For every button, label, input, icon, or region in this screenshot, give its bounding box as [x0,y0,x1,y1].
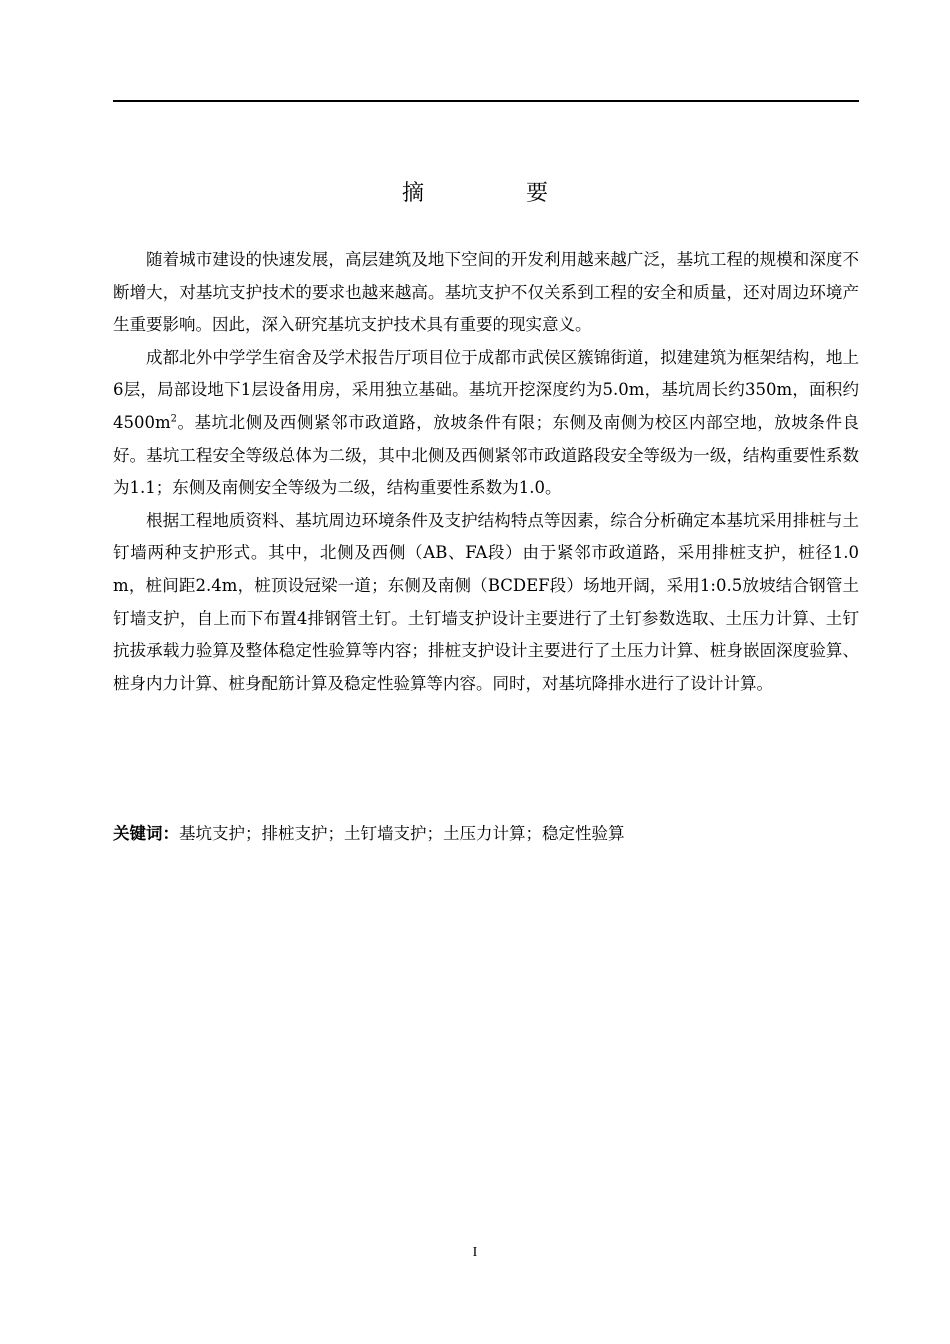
paragraph-2-text-after: 。基坑北侧及西侧紧邻市政道路，放坡条件有限；东侧及南侧为校区内部空地，放坡条件良好。基坑工程安全等级总体为二级，其中北侧及西侧紧邻市政道路段安全等级为一级，结构重要性系数为1.1；东侧及南侧安全等级为二级，结构重要性系数为1.0。 [113,412,859,498]
keywords-line [113,818,859,850]
abstract-paragraph-3: 根据工程地质资料、基坑周边环境条件及支护结构特点等因素，综合分析确定本基坑采用排桩与土钉墙两种支护形式。其中，北侧及西侧（AB、FA段）由于紧邻市政道路，采用排桩支护，桩径1.0m，桩间距2.4m，桩顶设冠梁一道；东侧及南侧（BCDEF段）场地开阔，采用1:0.5放坡结合钢管土钉墙支护，自上而下布置4排钢管土钉。土钉墙支护设计主要进行了土钉参数选取、土压力计算、土钉抗拔承载力验算及整体稳定性验算等内容；排桩支护设计主要进行了土压力计算、桩身嵌固深度验算、桩身内力计算、桩身配筋计算及稳定性验算等内容。同时，对基坑降排水进行了设计计算。 [113,510,859,693]
paragraph-2-text-before: 成都北外中学学生宿舍及学术报告厅项目位于成都市武侯区簇锦街道，拟建建筑为框架结构，地上6层，局部设地下1层设备用房，采用独立基础。基坑开挖深度约为5.0m，基坑周长约350m，面积约4500m [113,347,859,432]
abstract-paragraph-2 [113,342,859,505]
keywords-text: 基坑支护；排桩支护；土钉墙支护；土压力计算；稳定性验算 [179,824,625,843]
abstract-title: 摘 要 [401,181,588,206]
header-rule [113,100,859,102]
keywords-label: 关键词： [113,824,179,843]
page-number: I [472,1245,478,1260]
abstract-body [113,244,859,700]
abstract-paragraph-1: 随着城市建设的快速发展，高层建筑及地下空间的开发利用越来越广泛，基坑工程的规模和深度不断增大，对基坑支护技术的要求也越来越高。基坑支护不仅关系到工程的安全和质量，还对周边环境产生重要影响。因此，深入研究基坑支护技术具有重要的现实意义。 [113,250,859,335]
area-unit-superscript: 2 [170,413,177,425]
